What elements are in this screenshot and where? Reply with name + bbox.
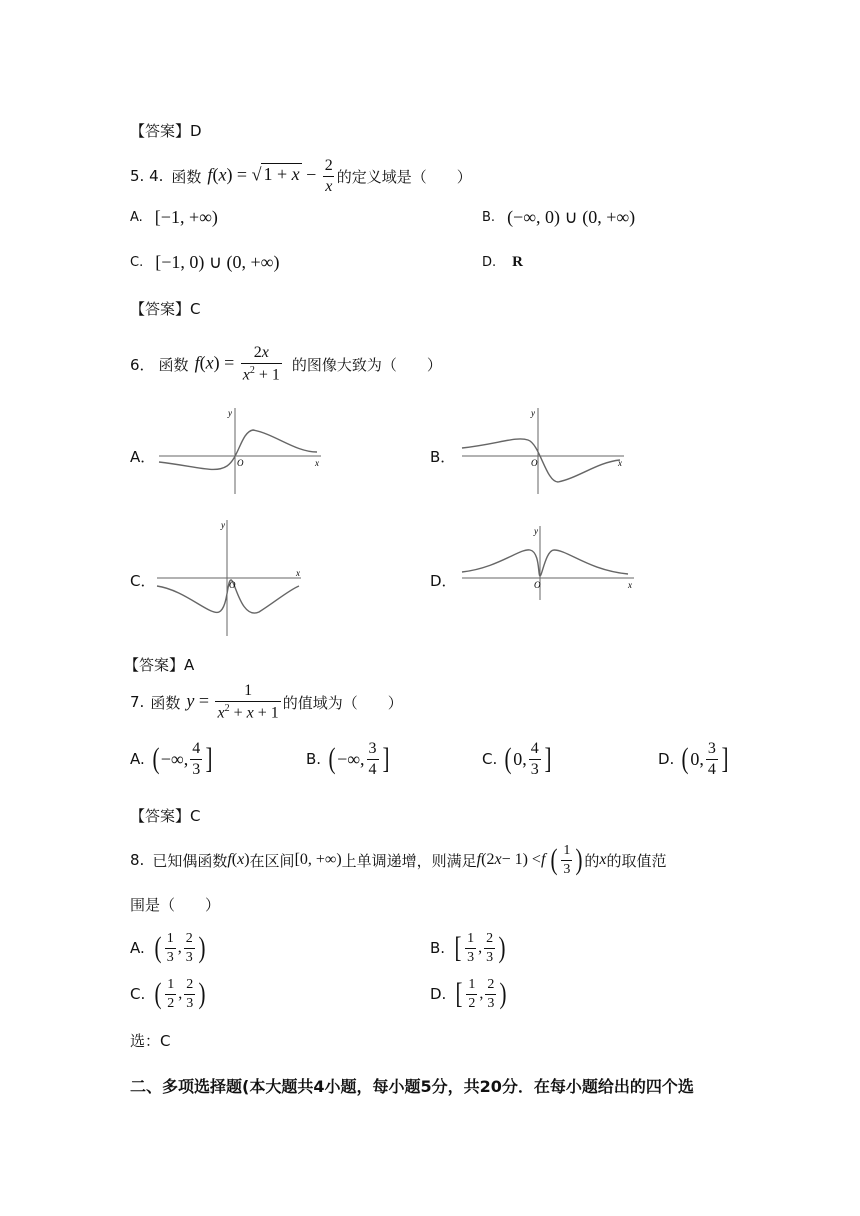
question-5	[130, 156, 472, 195]
svg-text:x: x	[628, 580, 632, 590]
svg-text:x: x	[315, 458, 319, 468]
formula-x: x	[599, 851, 607, 868]
graph-b	[458, 404, 628, 496]
svg-text:O: O	[237, 458, 244, 468]
svg-text:x: x	[618, 458, 622, 468]
formula-interval: [0, +∞)	[294, 851, 342, 868]
option-label: A.	[130, 209, 143, 225]
q7-option-d[interactable]	[658, 736, 730, 782]
graph-a	[155, 404, 325, 496]
question-6	[130, 342, 442, 386]
q8-option-d[interactable]	[430, 972, 508, 1016]
svg-text:y: y	[531, 408, 535, 418]
q8-option-c[interactable]	[130, 972, 207, 1016]
answer-6: 【答案】A	[124, 656, 195, 674]
q5-option-d[interactable]	[482, 249, 523, 275]
question-number: 6．	[130, 355, 155, 374]
section-heading: 二、多项选择题(本大题共4小题，每小题5分，共20分．在每小题给出的四个选	[130, 1077, 694, 1096]
option-formula: ( $\frac{1}{3}$ , $\frac{2}{3}$ )	[154, 930, 206, 965]
option-label: B.	[482, 209, 496, 225]
question-suffix: 的图像大致为（ ）	[291, 355, 442, 374]
answer-5: 【答案】C	[130, 300, 201, 318]
q6-option-c-label[interactable]: C．	[130, 572, 156, 590]
q6-option-b-label[interactable]: B．	[430, 448, 456, 466]
svg-text:O: O	[229, 580, 236, 590]
graph-c	[155, 516, 305, 638]
option-formula: ( 0, $\frac{3}{4}$ ]	[681, 739, 729, 778]
option-formula: [ $\frac{1}{3}$ , $\frac{2}{3}$ )	[454, 930, 506, 965]
answer-7: 【答案】C	[130, 807, 201, 825]
question-prefix: 函数	[158, 355, 189, 374]
svg-text:y: y	[534, 526, 538, 536]
option-label: A.	[130, 939, 145, 957]
option-formula: [−1, +∞)	[154, 206, 218, 227]
formula-inequality: f (2 x − 1) < f ( $\frac{1}{3}$ )	[476, 842, 583, 877]
q5-option-a[interactable]	[130, 204, 218, 230]
answer-8: 选：C	[130, 1032, 171, 1050]
q8-option-a[interactable]	[130, 926, 207, 970]
option-label: C.	[130, 254, 144, 270]
option-formula: ( −∞, $\frac{3}{4}$ ]	[328, 739, 390, 778]
q7-option-b[interactable]	[306, 736, 391, 782]
q7-option-c[interactable]	[482, 736, 553, 782]
svg-text:y: y	[221, 520, 225, 530]
svg-text:y: y	[228, 408, 232, 418]
option-label: C.	[482, 750, 498, 768]
option-label: D.	[482, 254, 497, 270]
formula: f(x) = $\frac{2x}{x^2 + 1}$	[194, 343, 280, 384]
graph-d	[458, 522, 638, 602]
formula: f(x) = √ 1 + x − $\frac{2}{x}$	[207, 156, 333, 195]
question-text: 的取值范	[606, 851, 667, 870]
option-formula: ( $\frac{1}{2}$ , $\frac{2}{3}$ )	[154, 976, 206, 1011]
question-number: 7.	[130, 693, 145, 711]
svg-text:O: O	[531, 458, 538, 468]
option-formula: [−1, 0) ∪ (0, +∞)	[155, 251, 280, 272]
option-formula: ( 0, $\frac{4}{3}$ ]	[504, 739, 552, 778]
question-8-line2: 围是（ ）	[130, 896, 221, 914]
question-prefix: 函数	[171, 167, 202, 186]
option-formula: [ $\frac{1}{2}$ , $\frac{2}{3}$ )	[455, 976, 507, 1011]
q5-option-c[interactable]	[130, 249, 280, 275]
question-suffix: 的定义域是（ ）	[336, 167, 472, 186]
question-text: 在区间	[249, 851, 295, 870]
option-label: C.	[130, 985, 146, 1003]
question-text: 的	[584, 851, 600, 870]
formula-fx: f(x)	[227, 851, 250, 868]
option-formula: (−∞, 0) ∪ (0, +∞)	[507, 206, 636, 227]
question-8	[130, 840, 667, 880]
q5-option-b[interactable]	[482, 204, 635, 230]
option-label: B.	[306, 750, 322, 768]
answer-4: 【答案】D	[130, 122, 202, 140]
question-text: 上单调递增，则满足	[341, 851, 477, 870]
q6-option-a-label[interactable]: A．	[130, 448, 156, 466]
q6-option-d-label[interactable]: D．	[430, 572, 457, 590]
question-text: 已知偶函数	[152, 851, 228, 870]
option-label: B.	[430, 939, 446, 957]
option-formula: ( −∞, $\frac{4}{3}$ ]	[152, 739, 213, 778]
option-label: D.	[430, 985, 447, 1003]
question-number: 5. 4.	[130, 167, 164, 185]
option-label: D.	[658, 750, 675, 768]
question-number: 8.	[130, 851, 145, 869]
svg-text:O: O	[534, 580, 541, 590]
question-prefix: 函数	[150, 693, 181, 712]
q7-option-a[interactable]	[130, 736, 214, 782]
option-value: R	[512, 253, 523, 270]
option-label: A.	[130, 750, 145, 768]
question-suffix: 的值域为（ ）	[282, 693, 403, 712]
q8-option-b[interactable]	[430, 926, 507, 970]
question-7	[130, 680, 403, 724]
formula: y = $\frac{1}{x^2 + x + 1}$	[186, 681, 279, 722]
svg-text:x: x	[296, 568, 300, 578]
